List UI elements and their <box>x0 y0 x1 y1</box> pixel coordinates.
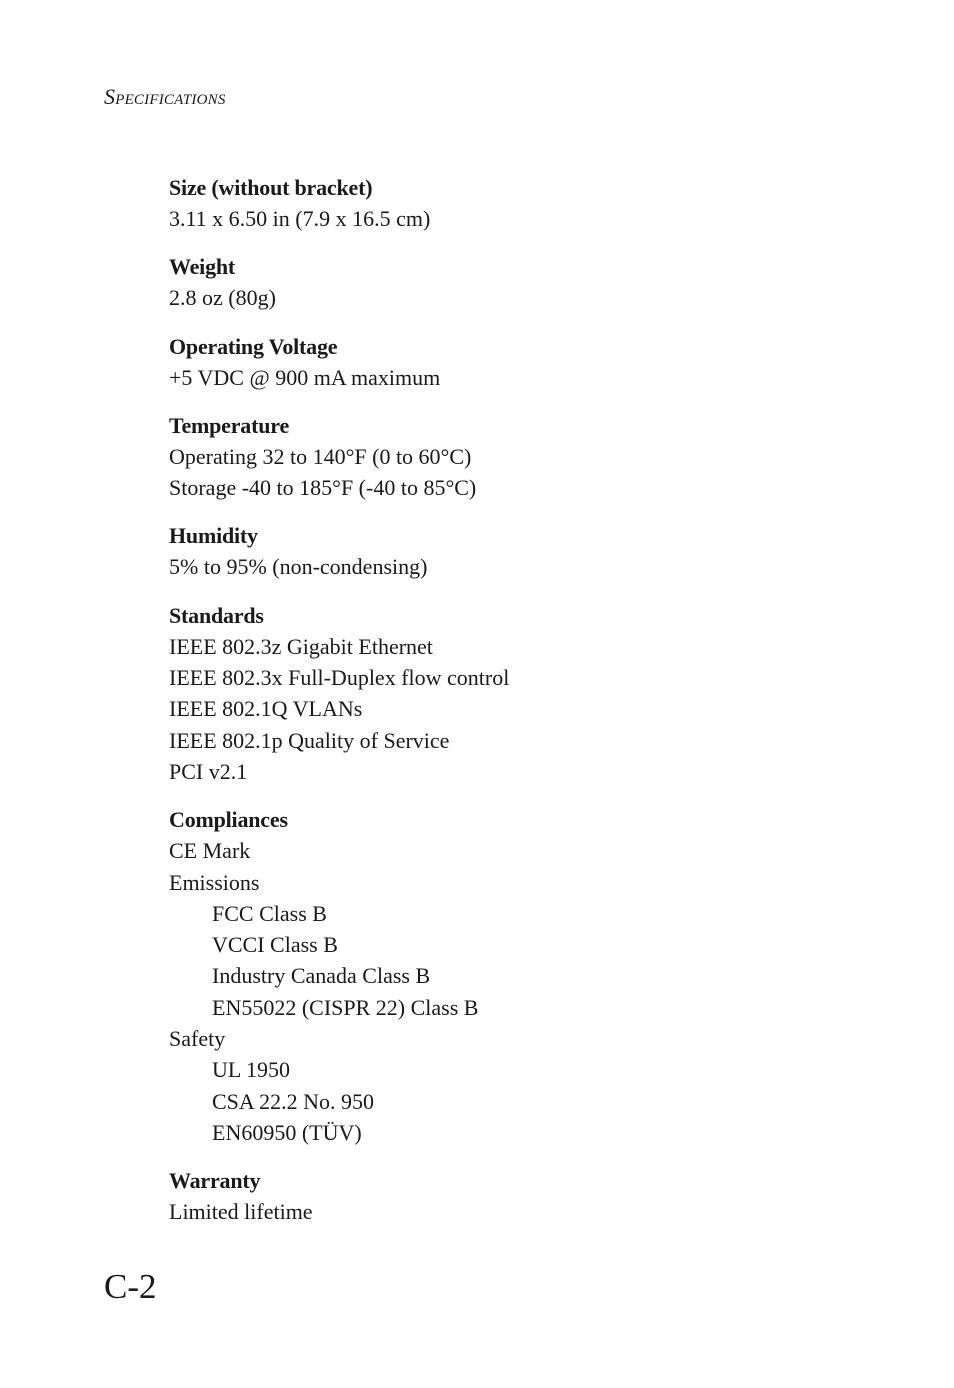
spec-value: Operating 32 to 140°F (0 to 60°C) <box>169 443 472 469</box>
spec-subheading: Emissions <box>169 869 260 895</box>
spec-value: IEEE 802.1Q VLANs <box>169 696 363 722</box>
spec-value: VCCI Class B <box>212 932 338 958</box>
spec-heading: Compliances <box>169 807 288 833</box>
spec-value: IEEE 802.3x Full-Duplex flow control <box>169 665 510 691</box>
spec-subheading: Safety <box>169 1026 226 1052</box>
specifications-list <box>169 172 869 1245</box>
spec-value: 5% to 95% (non-condensing) <box>169 554 428 580</box>
spec-heading: Temperature <box>169 412 290 438</box>
spec-size <box>169 172 869 234</box>
spec-temperature <box>169 410 869 504</box>
running-head: Specifications <box>104 84 226 109</box>
spec-warranty <box>169 1165 869 1227</box>
spec-value: 2.8 oz (80g) <box>169 285 276 311</box>
spec-value: IEEE 802.1p Quality of Service <box>169 727 450 753</box>
spec-value: CE Mark <box>169 838 251 864</box>
spec-humidity <box>169 520 869 582</box>
spec-value: Limited lifetime <box>169 1199 313 1225</box>
spec-value: UL 1950 <box>212 1057 291 1083</box>
spec-value: FCC Class B <box>212 900 327 926</box>
spec-weight <box>169 251 869 313</box>
spec-standards <box>169 600 869 787</box>
spec-value: +5 VDC @ 900 mA maximum <box>169 364 441 390</box>
spec-operating-voltage <box>169 331 869 393</box>
page-number: C-2 <box>104 1267 157 1306</box>
spec-heading: Operating Voltage <box>169 333 338 359</box>
spec-heading: Humidity <box>169 523 258 549</box>
spec-heading: Standards <box>169 602 264 628</box>
spec-heading: Weight <box>169 254 236 280</box>
spec-heading: Warranty <box>169 1168 261 1194</box>
spec-value: CSA 22.2 No. 950 <box>212 1088 374 1114</box>
spec-value: EN60950 (TÜV) <box>212 1119 362 1145</box>
spec-value: 3.11 x 6.50 in (7.9 x 16.5 cm) <box>169 206 431 231</box>
spec-value: Industry Canada Class B <box>212 963 431 989</box>
spec-value: IEEE 802.3z Gigabit Ethernet <box>169 633 433 659</box>
spec-value: Storage -40 to 185°F (-40 to 85°C) <box>169 475 477 501</box>
spec-value: PCI v2.1 <box>169 758 248 784</box>
spec-value: EN55022 (CISPR 22) Class B <box>212 994 479 1020</box>
spec-compliances <box>169 804 869 1148</box>
spec-heading: Size (without bracket) <box>169 175 373 200</box>
